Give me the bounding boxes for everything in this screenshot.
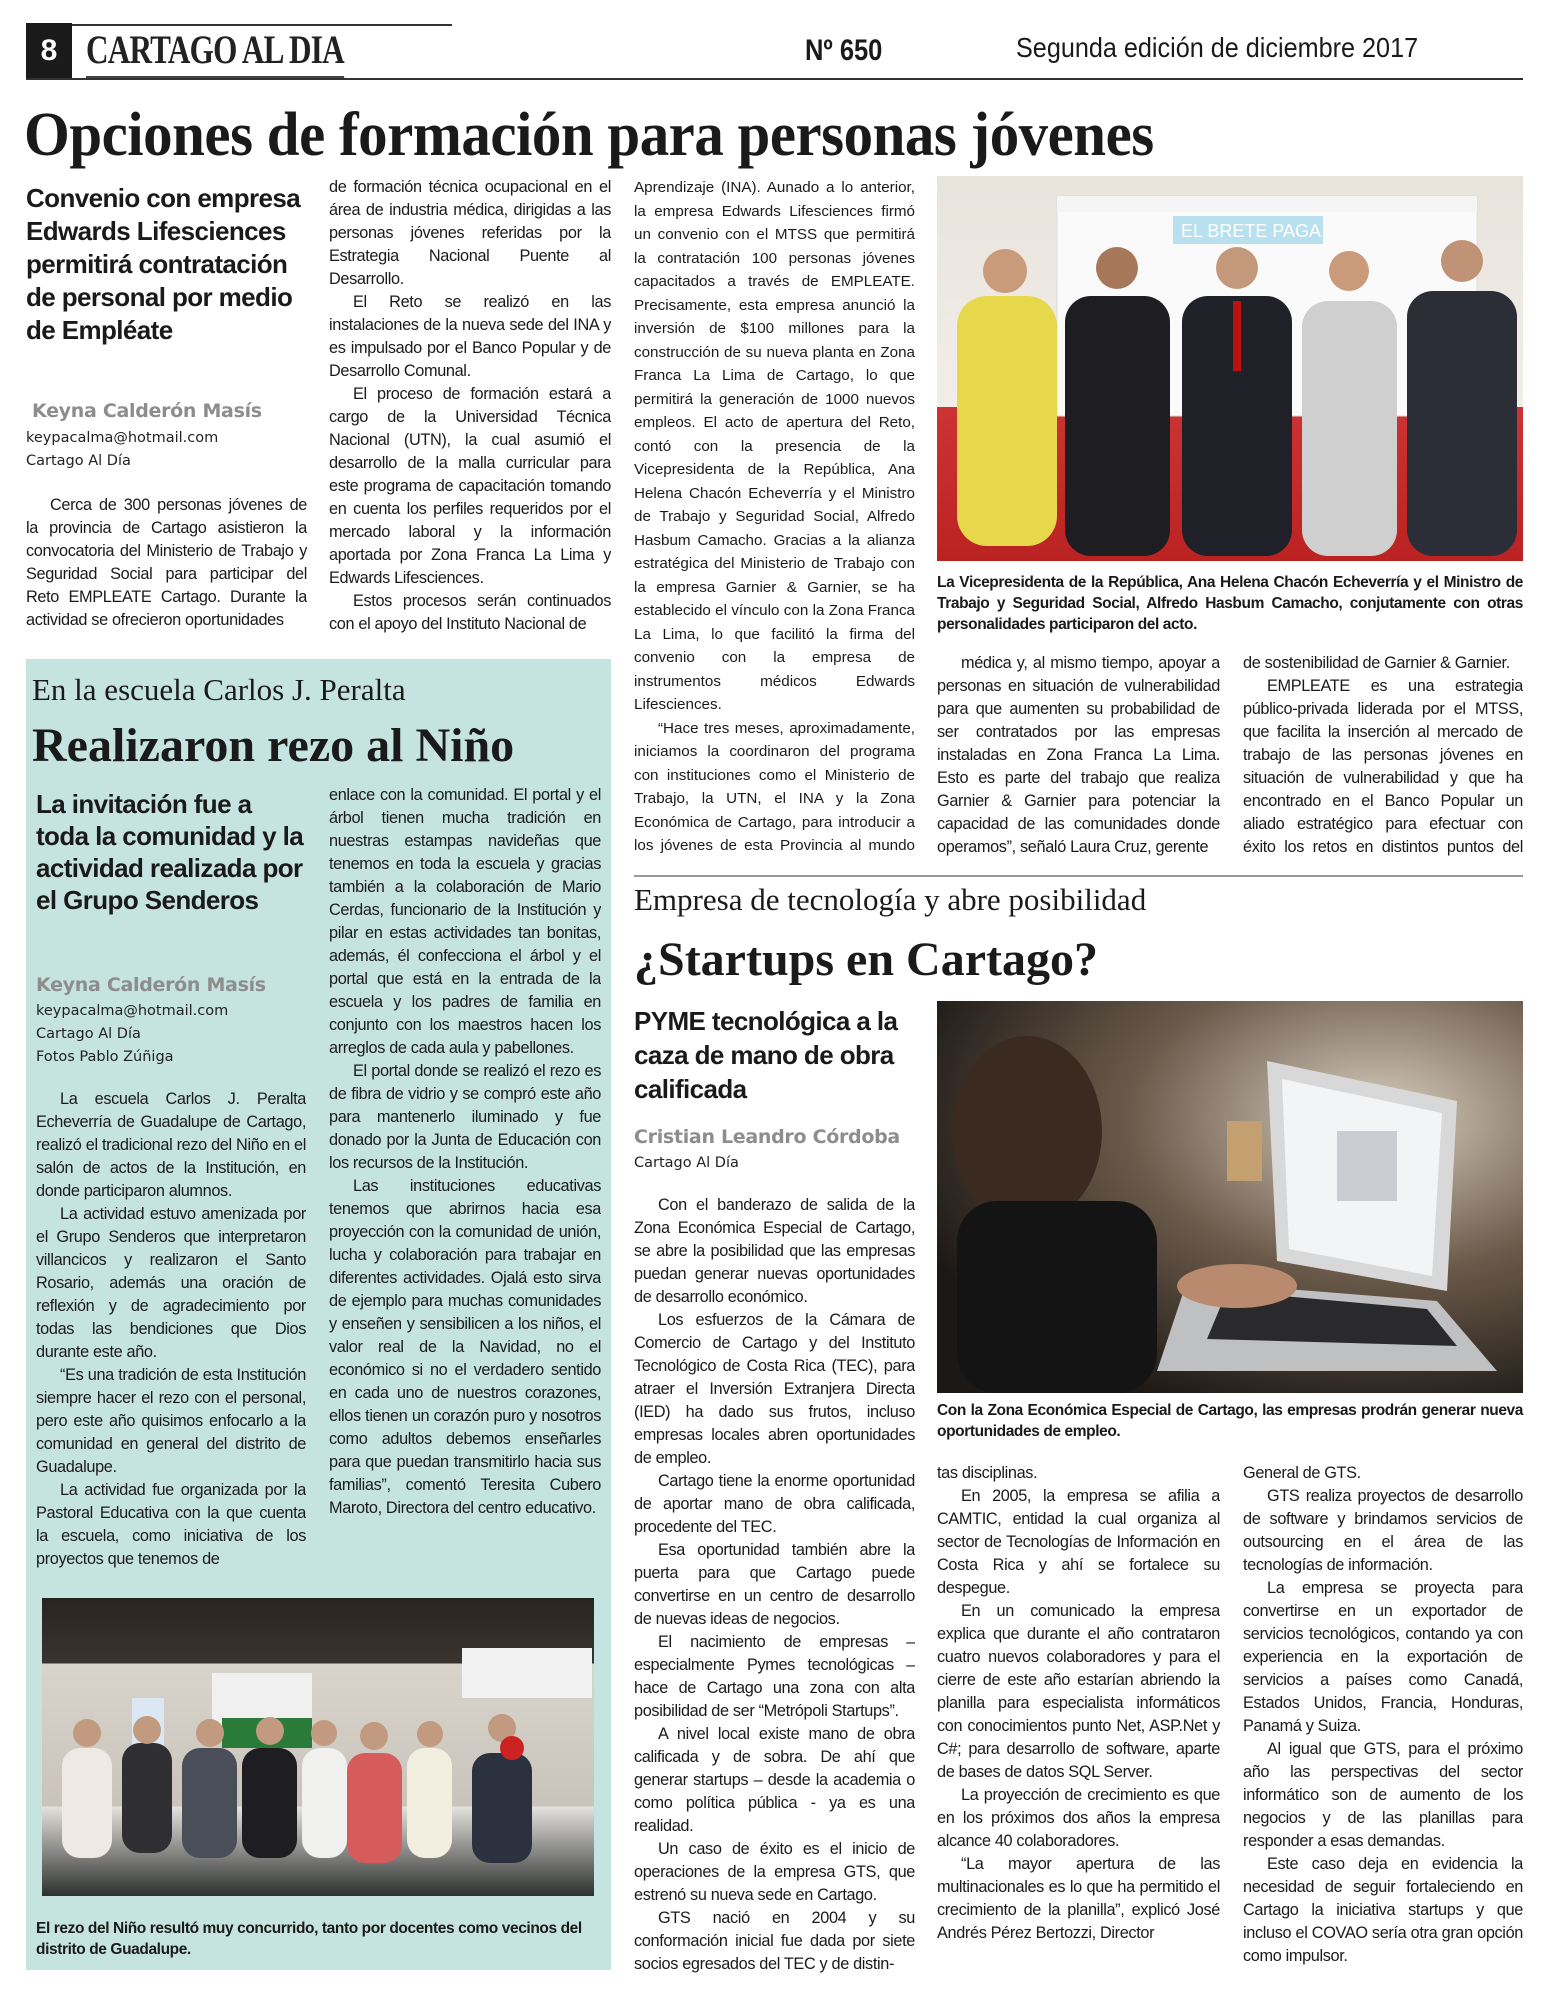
paragraph: Cerca de 300 personas jóvenes de la provincia de Cartago asistieron la convocatoria del Ministerio de Trabajo y Seguridad Social para participar del Reto EMPLEATE Cartago. Durante la actividad se ofrecieron oportunidades [26, 496, 307, 629]
author-email: keypacalma@hotmail.com [26, 430, 219, 446]
article-title: ¿Startups en Cartago? [634, 933, 1098, 986]
author-name: Cristian Leandro Córdoba [634, 1126, 900, 1148]
paragraph: “Es una tradición de esta Institución siempre hacer el rezo con el personal, pero este año quisimos enfocarlo a la comunidad en general del distrito de Guadalupe. [36, 1366, 306, 1476]
photo-caption: El rezo del Niño resultó muy concurrido, tanto por docentes como vecinos del distrito de Guadalupe. [36, 1920, 582, 1958]
paragraph: “Hace tres meses, aproximadamente, iniciamos la coordinaron del programa con instituciones como el Ministerio de Trabajo, la UTN, el INA y la Zona Económica de Cartago, para introducir a los jóvenes de esta Provincia al mundo [634, 719, 915, 854]
rezo-photo [42, 1598, 594, 1896]
article-column [26, 494, 307, 634]
article-kicker: En la escuela Carlos J. Peralta [32, 672, 406, 707]
paragraph: Cartago tiene la enorme oportunidad de aportar mano de obra calificada, procedente del TEC. [634, 1472, 915, 1536]
event-photo [937, 176, 1523, 561]
article-title: Realizaron rezo al Niño [32, 719, 515, 772]
paragraph: La proyección de crecimiento es que en los próximos dos años la empresa alcance 40 colaboradores. [937, 1786, 1220, 1850]
paragraph: Este caso deja en evidencia la necesidad de seguir fortaleciendo en Cartago la iniciativa startups y que incluso el COVAO sería otra gran opción como impulsor. [1243, 1855, 1523, 1965]
paragraph: GTS nació en 2004 y su conformación inicial fue dada por siete socios egresados del TEC y de distin- [634, 1909, 915, 1973]
paragraph: Esa oportunidad también abre la puerta para que Cartago puede convertirse en un centro de desarrollo de nuevas ideas de negocios. [634, 1541, 915, 1628]
article-column [329, 176, 611, 636]
paragraph: General de GTS. [1243, 1464, 1361, 1482]
edition-date: Segunda edición de diciembre 2017 [1016, 32, 1419, 63]
paragraph: médica y, al mismo tiempo, apoyar a personas en situación de vulnerabilidad para que aumenten su probabilidad de ser contratados por las empresas instaladas en Zona Franca La Lima. Esto es parte del trabajo que realiza Garnier & Garnier para potenciar la capacidad de las comunidades donde operamos”, señaló Laura Cruz, gerente [937, 654, 1220, 856]
banner-text: EL BRETE PAGA [1181, 221, 1322, 241]
paragraph: de formación técnica ocupacional en el área de industria médica, dirigidas a las personas jóvenes referidas por la Estrategia Nacional Puente al Desarrollo. [329, 178, 611, 288]
article-column [937, 652, 1220, 862]
paragraph: El portal donde se realizó el rezo es de fibra de vidrio y se compró este año para mantenerlo iluminado y fue donado por la Junta de Educación con los recursos de la Institución. [329, 1062, 601, 1172]
paragraph: La empresa se proyecta para convertirse en un exportador de servicios tecnológicos, contando ya con experiencia en la exportación de servicios a países como Canadá, Estados Unidos, Francia, Honduras, Panamá y Suiza. [1243, 1579, 1523, 1735]
paragraph: La actividad estuvo amenizada por el Grupo Senderos que interpretaron villancicos y realizaron el Santo Rosario, además una oración de reflexión y de agradecimiento por todas las bendiciones que Dios durante este año. [36, 1205, 306, 1361]
paragraph: El proceso de formación estará a cargo de la Universidad Técnica Nacional (UTN), la cual asumió el desarrollo de la malla curricular para este programa de capacitación tomando en cuenta los perfiles requeridos por el mercado laboral y la información aportada por Zona Franca La Lima y Edwards Lifesciences. [329, 385, 611, 587]
outlet-name: Cartago Al Día [26, 453, 131, 469]
newspaper-logo: CARTAGO AL DIA [86, 26, 344, 79]
article-subhead: La invitación fue a toda la comunidad y la actividad realizada por el Grupo Senderos [36, 789, 304, 915]
author-info [36, 1000, 228, 1069]
author-info [26, 427, 218, 473]
paragraph: Las instituciones educativas tenemos que abrirnos hacia esa proyección con la comunidad de unión, lucha y colaboración para trabajar en diferentes actividades. Ojalá esto sirva de ejemplo para muchas comunidades y enseñen y sensibilicen a los niños, el valor real de la Navidad, no el económico si no el verdadero sentido en cada uno de nuestros corazones, ellos tienen un corazón puro y nosotros como adultos debemos enseñarles para que puedan transmitirlo hacia sus familias”, comentó Teresita Cubero Maroto, Directora del centro educativo. [329, 1177, 601, 1517]
paragraph: A nivel local existe mano de obra calificada y de sobra. De ahí que generar startups – desde la academia o como política pública - ya es una realidad. [634, 1725, 915, 1835]
paragraph: GTS realiza proyectos de desarrollo de software y brindamos servicios de outsourcing en el área de las tecnologías de información. [1243, 1487, 1523, 1574]
article-title: Opciones de formación para personas jóvenes [24, 101, 1154, 169]
paragraph: EMPLEATE es una estrategia público-privada liderada por el MTSS, que facilita la inserción al mercado de trabajo de las personas jóvenes en situación de vulnerabilidad y que ha encontrado en el Banco Popular un aliado estratégico para efectuar con éxito los retos en distintos puntos del [1243, 677, 1523, 856]
paragraph: Con el banderazo de salida de la Zona Económica Especial de Cartago, se abre la posibilidad que las empresas puedan generar nuevas oportunidades de desarrollo económico. [634, 1196, 915, 1306]
article-subhead: PYME tecnológica a la caza de mano de obra calificada [634, 1006, 898, 1104]
event-photo-illustration [937, 176, 1523, 561]
paragraph: En 2005, la empresa se afilia a CAMTIC, entidad la cual organiza al sector de Tecnologías de Información en Costa Rica y ahí se fortalece su despegue. [937, 1487, 1220, 1597]
laptop-photo-illustration [937, 1001, 1523, 1393]
paragraph: enlace con la comunidad. El portal y el árbol tienen mucha tradición en nuestras estampas navideñas que tenemos en toda la escuela y gracias también a la colaboración de Mario Cerdas, funcionario de la Institución y pilar en estas actividades tan bonitas, además, él confecciona el árbol y el portal que está en la entrada de la escuela y los padres de familia en conjunto con los maestros hacen los arreglos de cada aula y pabellones. [329, 786, 601, 1057]
outlet-name: Cartago Al Día [36, 1026, 141, 1042]
article-column [937, 1462, 1220, 1974]
photo-credit: Fotos Pablo Zúñiga [36, 1049, 174, 1065]
paragraph: En un comunicado la empresa explica que durante el año contrataron cuatro nuevos colaboradores y para el cierre de este año estarían abriendo la planilla para especialista informáticos con conocimientos punto Net, ASP.Net y C#; para desarrollo de software, aparte de bases de datos SQL Server. [937, 1602, 1220, 1781]
paragraph: La actividad fue organizada por la Pastoral Educativa con la que cuenta la escuela, como iniciativa de los proyectos que tenemos de [36, 1481, 306, 1568]
author-name: Keyna Calderón Masís [32, 400, 262, 422]
rezo-photo-illustration [42, 1598, 594, 1896]
laptop-photo [937, 1001, 1523, 1393]
article-column [36, 1088, 306, 1572]
paragraph: tas disciplinas. [937, 1464, 1038, 1482]
paragraph: La escuela Carlos J. Peralta Echeverría de Guadalupe de Cartago, realizó el tradicional rezo del Niño en el salón de actos de la Institución, en donde participaron alumnos. [36, 1090, 306, 1200]
article-column [634, 1194, 915, 1974]
issue-number: Nº 650 [805, 34, 883, 67]
photo-caption: La Vicepresidenta de la República, Ana Helena Chacón Echeverría y el Ministro de Trabajo y Seguridad Social, Alfredo Hasbum Camacho, conjutamente con otras personalidades participaron del acto. [937, 574, 1523, 633]
article-subhead: Convenio con empresa Edwards Lifesciences permitirá contratación de personal por medio de Empléate [26, 183, 301, 345]
paragraph: Los esfuerzos de la Cámara de Comercio de Cartago y del Instituto Tecnológico de Costa Rica (TEC), para atraer el Inversión Extranjera Directa (IED) ha dado sus frutos, incluso empresas locales abren oportunidades de empleo. [634, 1311, 915, 1467]
section-divider [634, 875, 1523, 877]
page-number: 8 [26, 23, 72, 79]
author-name: Keyna Calderón Masís [36, 974, 266, 996]
paragraph: El nacimiento de empresas – especialmente Pymes tecnológicas – hace de Cartago una zona con alta posibilidad de ser “Metrópoli Startups”. [634, 1633, 915, 1720]
paragraph: Al igual que GTS, para el próximo año las perspectivas del sector informático son de aumento de los negocios y de las planillas para responder a esas demandas. [1243, 1740, 1523, 1850]
outlet-name: Cartago Al Día [634, 1155, 739, 1171]
paragraph: Aprendizaje (INA). Aunado a lo anterior, la empresa Edwards Lifesciences firmó un convenio con el MTSS que permitirá la contratación 100 personas jóvenes capacitados a través de EMPLEATE. Precisamente, esta empresa anunció la inversión de $100 millones para la construcción de su nueva planta en Zona Franca La Lima de Cartago, lo que permitirá la generación de 1000 nuevos empleos. El acto de apertura del Reto, contó con la presencia de la Vicepresidenta de la República, Ana Helena Chacón Echeverría y el Ministro de Trabajo y Seguridad Social, Alfredo Hasbum Camacho. Gracias a la alianza estratégica del Ministerio de Trabajo con la empresa Garnier & Garnier, se ha establecido el vínculo con la Zona Franca La Lima, lo que facilitó la firma del convenio con la empresa de instrumentos médicos Edwards Lifesciences. [634, 179, 915, 713]
paragraph: de sostenibilidad de Garnier & Garnier. [1243, 654, 1510, 672]
article-kicker: Empresa de tecnología y abre posibilidad [634, 882, 1147, 917]
paragraph: “La mayor apertura de las multinacionales es lo que ha permitido el crecimiento de la planilla”, explicó José Andrés Pérez Bertozzi, Director [937, 1855, 1220, 1942]
paragraph: El Reto se realizó en las instalaciones de la nueva sede del INA y es impulsado por el Banco Popular y de Desarrollo Comunal. [329, 293, 611, 380]
author-email: keypacalma@hotmail.com [36, 1003, 229, 1019]
paragraph: Un caso de éxito es el inicio de operaciones de la empresa GTS, que estrenó su nueva sede en Cartago. [634, 1840, 915, 1904]
photo-caption: Con la Zona Económica Especial de Cartago, las empresas prodrán generar nueva oportunidades de empleo. [937, 1402, 1523, 1440]
article-column [1243, 652, 1523, 862]
article-column [634, 176, 915, 860]
header-rule [26, 78, 1523, 80]
article-column [329, 784, 601, 1584]
article-column [1243, 1462, 1523, 1974]
paragraph: Estos procesos serán continuados con el apoyo del Instituto Nacional de [329, 592, 611, 633]
